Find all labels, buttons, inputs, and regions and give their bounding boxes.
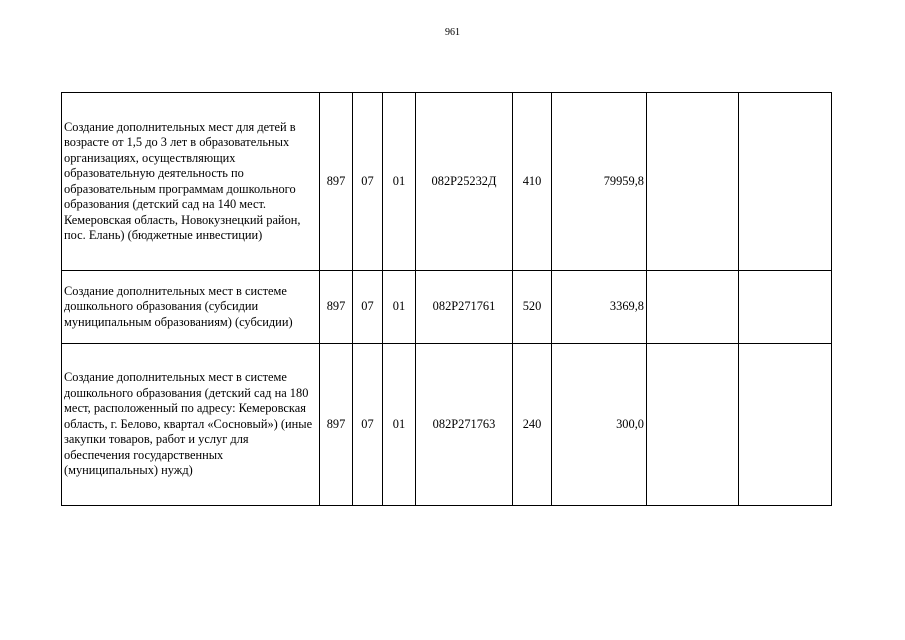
row-extra-2 (739, 93, 832, 271)
row-expense-type: 240 (513, 344, 552, 506)
row-expense-type: 410 (513, 93, 552, 271)
row-extra-1 (647, 344, 739, 506)
row-description: Создание дополнительных мест для детей в возрасте от 1,5 до 3 лет в образовательных организациях, осуществляющих образовательную деятельность по образовательным программам дошкольного образования (детский сад на 140 мест. Кемеровская область, Новокузнецкий район, пос. Елань) (бюджетные инвестиции) (62, 93, 320, 271)
row-target-article: 082Р271763 (416, 344, 513, 506)
row-description: Создание дополнительных мест в системе дошкольного образования (субсидии муниципальным образованиям) (субсидии) (62, 271, 320, 344)
row-extra-2 (739, 271, 832, 344)
row-ministry-code: 897 (320, 271, 353, 344)
row-target-article: 082Р25232Д (416, 93, 513, 271)
row-subsection-code: 01 (383, 93, 416, 271)
row-ministry-code: 897 (320, 344, 353, 506)
table-row (62, 93, 832, 271)
row-extra-2 (739, 344, 832, 506)
row-section-code: 07 (353, 271, 383, 344)
row-ministry-code: 897 (320, 93, 353, 271)
page-number: 961 (445, 27, 460, 38)
row-amount: 3369,8 (552, 271, 647, 344)
row-target-article: 082Р271761 (416, 271, 513, 344)
row-description: Создание дополнительных мест в системе дошкольного образования (детский сад на 180 мест, расположенный по адресу: Кемеровская область, г. Белово, квартал «Сосновый») (иные закупки товаров, работ и услуг для обеспечения государственных (муниципальных) нужд) (62, 344, 320, 506)
row-extra-1 (647, 271, 739, 344)
row-subsection-code: 01 (383, 344, 416, 506)
row-subsection-code: 01 (383, 271, 416, 344)
row-section-code: 07 (353, 93, 383, 271)
row-extra-1 (647, 93, 739, 271)
row-expense-type: 520 (513, 271, 552, 344)
table-row (62, 344, 832, 506)
row-section-code: 07 (353, 344, 383, 506)
table-row (62, 271, 832, 344)
row-amount: 79959,8 (552, 93, 647, 271)
budget-table (61, 92, 832, 506)
row-amount: 300,0 (552, 344, 647, 506)
